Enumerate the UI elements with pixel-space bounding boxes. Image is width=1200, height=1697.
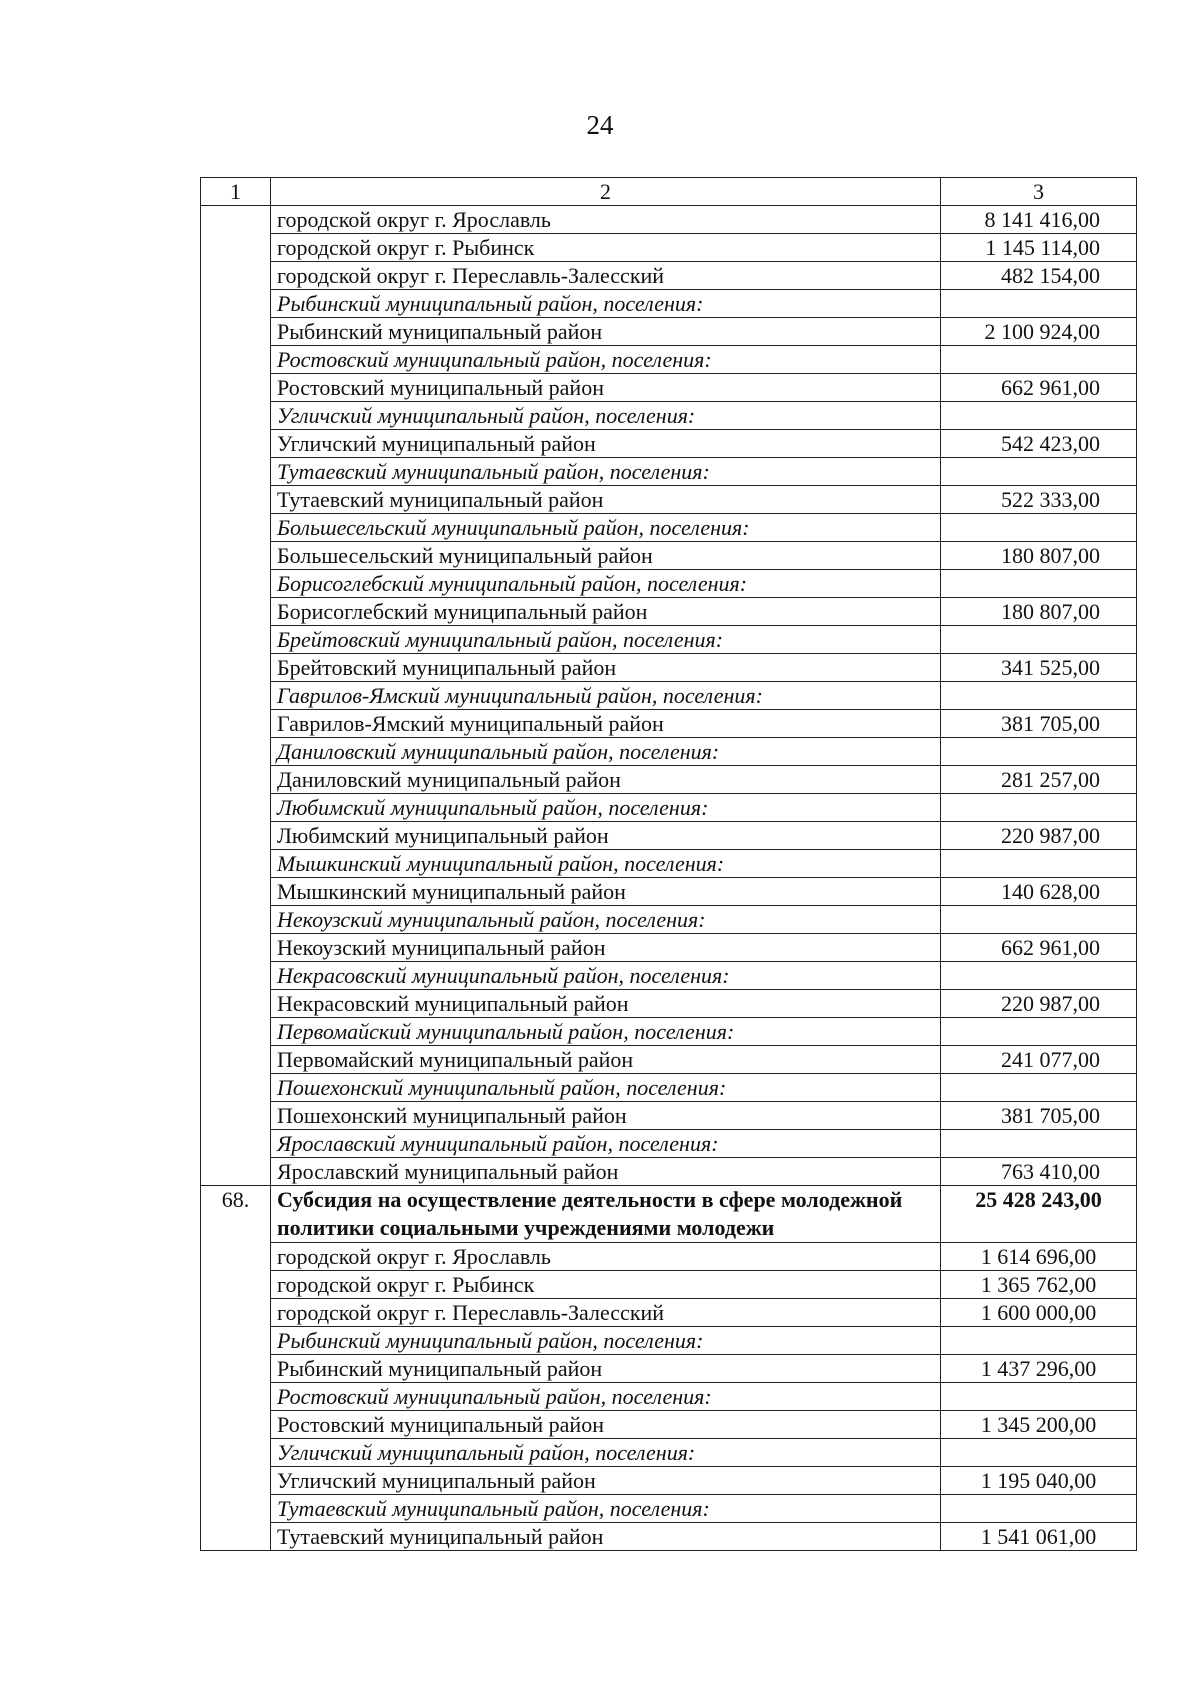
subheader-row (201, 346, 1137, 374)
recipient-name-cell: Мышкинский муниципальный район (271, 878, 941, 906)
row-number-cell (201, 1243, 271, 1271)
recipient-name-cell: Тутаевский муниципальный район (271, 486, 941, 514)
amount-cell (941, 346, 1137, 374)
recipient-name-cell: Угличский муниципальный район, поселения: (271, 1439, 941, 1467)
row-number-cell (201, 1271, 271, 1299)
recipient-name-cell: Ростовский муниципальный район (271, 1411, 941, 1439)
row-number-cell (201, 1046, 271, 1074)
subheader-row (201, 1074, 1137, 1102)
recipient-name-cell: Пошехонский муниципальный район, поселения: (271, 1074, 941, 1102)
table-body (201, 206, 1137, 1551)
recipient-name-cell: Некрасовский муниципальный район, поселения: (271, 962, 941, 990)
row-number-cell (201, 682, 271, 710)
amount-cell (941, 402, 1137, 430)
table-row (201, 206, 1137, 234)
page-number: 24 (586, 110, 614, 140)
table-row (201, 486, 1137, 514)
recipient-name-cell: Рыбинский муниципальный район, поселения: (271, 290, 941, 318)
table-row (201, 318, 1137, 346)
subheader-row (201, 794, 1137, 822)
amount-cell: 1 614 696,00 (941, 1243, 1137, 1271)
amount-cell (941, 794, 1137, 822)
amount-cell (941, 1439, 1137, 1467)
table-row (201, 262, 1137, 290)
row-number-cell (201, 1411, 271, 1439)
amount-cell: 241 077,00 (941, 1046, 1137, 1074)
subheader-row (201, 458, 1137, 486)
recipient-name-cell: Рыбинский муниципальный район (271, 1355, 941, 1383)
table-row (201, 1299, 1137, 1327)
amount-cell: 662 961,00 (941, 374, 1137, 402)
amount-cell (941, 290, 1137, 318)
amount-cell: 1 437 296,00 (941, 1355, 1137, 1383)
row-number-cell (201, 990, 271, 1018)
amount-cell: 1 600 000,00 (941, 1299, 1137, 1327)
row-number-cell (201, 906, 271, 934)
amount-cell (941, 1383, 1137, 1411)
row-number-cell (201, 318, 271, 346)
amount-cell (941, 514, 1137, 542)
row-number-cell (201, 766, 271, 794)
row-number-cell (201, 794, 271, 822)
subheader-row (201, 1383, 1137, 1411)
row-number-cell (201, 710, 271, 738)
recipient-name-cell: Мышкинский муниципальный район, поселения: (271, 850, 941, 878)
amount-cell: 522 333,00 (941, 486, 1137, 514)
amount-cell: 220 987,00 (941, 822, 1137, 850)
table-row (201, 990, 1137, 1018)
header-col-2: 2 (271, 178, 941, 206)
budget-table (200, 177, 1137, 1551)
amount-cell (941, 570, 1137, 598)
recipient-name-cell: Брейтовский муниципальный район, поселения: (271, 626, 941, 654)
amount-cell: 381 705,00 (941, 710, 1137, 738)
recipient-name-cell: Некоузский муниципальный район, поселения: (271, 906, 941, 934)
section-title-row (201, 1186, 1137, 1243)
amount-cell: 1 145 114,00 (941, 234, 1137, 262)
subheader-row (201, 738, 1137, 766)
row-number-cell (201, 1355, 271, 1383)
amount-cell (941, 458, 1137, 486)
row-number-cell (201, 514, 271, 542)
row-number-cell (201, 234, 271, 262)
row-number-cell (201, 262, 271, 290)
subheader-row (201, 1130, 1137, 1158)
subheader-row (201, 906, 1137, 934)
amount-cell (941, 1327, 1137, 1355)
table-row (201, 1271, 1137, 1299)
subheader-row (201, 1495, 1137, 1523)
row-number-cell (201, 346, 271, 374)
amount-cell: 542 423,00 (941, 430, 1137, 458)
subheader-row (201, 850, 1137, 878)
recipient-name-cell: Большесельский муниципальный район (271, 542, 941, 570)
row-number-cell (201, 934, 271, 962)
row-number-cell (201, 1383, 271, 1411)
row-number-cell (201, 1102, 271, 1130)
table-row (201, 1158, 1137, 1186)
recipient-name-cell: городской округ г. Рыбинск (271, 1271, 941, 1299)
table-row (201, 1411, 1137, 1439)
table-row (201, 1467, 1137, 1495)
row-number-cell (201, 738, 271, 766)
amount-cell: 2 100 924,00 (941, 318, 1137, 346)
row-number-cell (201, 654, 271, 682)
recipient-name-cell: Тутаевский муниципальный район, поселения: (271, 1495, 941, 1523)
recipient-name-cell: Первомайский муниципальный район (271, 1046, 941, 1074)
amount-cell: 1 345 200,00 (941, 1411, 1137, 1439)
row-number-cell (201, 1018, 271, 1046)
amount-cell (941, 1495, 1137, 1523)
table-row (201, 374, 1137, 402)
subheader-row (201, 962, 1137, 990)
table-row (201, 1355, 1137, 1383)
subheader-row (201, 682, 1137, 710)
row-number-cell (201, 1299, 271, 1327)
recipient-name-cell: городской округ г. Переславль-Залесский (271, 1299, 941, 1327)
row-number-cell (201, 962, 271, 990)
row-number-cell (201, 458, 271, 486)
budget-table-container (200, 177, 1137, 1551)
amount-cell: 1 541 061,00 (941, 1523, 1137, 1551)
table-row (201, 1523, 1137, 1551)
recipient-name-cell: Первомайский муниципальный район, поселения: (271, 1018, 941, 1046)
subheader-row (201, 1327, 1137, 1355)
recipient-name-cell: Брейтовский муниципальный район (271, 654, 941, 682)
table-row (201, 822, 1137, 850)
recipient-name-cell: Ростовский муниципальный район, поселения: (271, 346, 941, 374)
row-number-cell (201, 1074, 271, 1102)
recipient-name-cell: Рыбинский муниципальный район, поселения: (271, 1327, 941, 1355)
amount-cell (941, 738, 1137, 766)
amount-cell (941, 1130, 1137, 1158)
table-row (201, 542, 1137, 570)
amount-cell: 763 410,00 (941, 1158, 1137, 1186)
row-number-cell (201, 374, 271, 402)
amount-cell (941, 626, 1137, 654)
table-row (201, 710, 1137, 738)
row-number-cell (201, 1467, 271, 1495)
recipient-name-cell: Угличский муниципальный район (271, 430, 941, 458)
amount-cell (941, 962, 1137, 990)
recipient-name-cell: Борисоглебский муниципальный район (271, 598, 941, 626)
table-row (201, 766, 1137, 794)
table-row (201, 430, 1137, 458)
table-row (201, 234, 1137, 262)
recipient-name-cell: Рыбинский муниципальный район (271, 318, 941, 346)
recipient-name-cell: Тутаевский муниципальный район, поселения: (271, 458, 941, 486)
recipient-name-cell: Пошехонский муниципальный район (271, 1102, 941, 1130)
row-number-cell (201, 1495, 271, 1523)
row-number-cell (201, 878, 271, 906)
subheader-row (201, 570, 1137, 598)
recipient-name-cell: городской округ г. Ярославль (271, 1243, 941, 1271)
row-number-cell (201, 570, 271, 598)
amount-cell: 140 628,00 (941, 878, 1137, 906)
recipient-name-cell: Тутаевский муниципальный район (271, 1523, 941, 1551)
amount-cell (941, 682, 1137, 710)
table-row (201, 598, 1137, 626)
subheader-row (201, 1018, 1137, 1046)
subheader-row (201, 514, 1137, 542)
subheader-row (201, 402, 1137, 430)
row-number-cell (201, 1158, 271, 1186)
row-number-cell (201, 542, 271, 570)
row-number-cell (201, 1439, 271, 1467)
amount-cell: 482 154,00 (941, 262, 1137, 290)
amount-cell: 381 705,00 (941, 1102, 1137, 1130)
header-col-1: 1 (201, 178, 271, 206)
row-number-cell (201, 850, 271, 878)
amount-cell: 1 365 762,00 (941, 1271, 1137, 1299)
recipient-name-cell: Ростовский муниципальный район (271, 374, 941, 402)
section-total: 25 428 243,00 (941, 1186, 1137, 1243)
recipient-name-cell: Гаврилов-Ямский муниципальный район (271, 710, 941, 738)
recipient-name-cell: Гаврилов-Ямский муниципальный район, поселения: (271, 682, 941, 710)
recipient-name-cell: Любимский муниципальный район, поселения: (271, 794, 941, 822)
amount-cell: 220 987,00 (941, 990, 1137, 1018)
amount-cell: 662 961,00 (941, 934, 1137, 962)
subheader-row (201, 290, 1137, 318)
recipient-name-cell: городской округ г. Переславль-Залесский (271, 262, 941, 290)
amount-cell (941, 850, 1137, 878)
table-row (201, 878, 1137, 906)
recipient-name-cell: Любимский муниципальный район (271, 822, 941, 850)
row-number-cell (201, 1327, 271, 1355)
subheader-row (201, 1439, 1137, 1467)
recipient-name-cell: Большесельский муниципальный район, поселения: (271, 514, 941, 542)
subheader-row (201, 626, 1137, 654)
table-row (201, 1102, 1137, 1130)
header-col-3: 3 (941, 178, 1137, 206)
recipient-name-cell: Ярославский муниципальный район (271, 1158, 941, 1186)
recipient-name-cell: городской округ г. Ярославль (271, 206, 941, 234)
recipient-name-cell: Даниловский муниципальный район, поселения: (271, 738, 941, 766)
section-title: Субсидия на осуществление деятельности в сфере молодежной политики социальными учреждениями молодежи (271, 1186, 941, 1243)
recipient-name-cell: Ростовский муниципальный район, поселения: (271, 1383, 941, 1411)
amount-cell: 281 257,00 (941, 766, 1137, 794)
recipient-name-cell: Угличский муниципальный район, поселения: (271, 402, 941, 430)
recipient-name-cell: Даниловский муниципальный район (271, 766, 941, 794)
recipient-name-cell: городской округ г. Рыбинск (271, 234, 941, 262)
amount-cell: 1 195 040,00 (941, 1467, 1137, 1495)
recipient-name-cell: Ярославский муниципальный район, поселения: (271, 1130, 941, 1158)
row-number-cell (201, 822, 271, 850)
amount-cell (941, 1018, 1137, 1046)
amount-cell: 8 141 416,00 (941, 206, 1137, 234)
amount-cell (941, 906, 1137, 934)
table-row (201, 1046, 1137, 1074)
amount-cell: 180 807,00 (941, 542, 1137, 570)
row-number-cell (201, 206, 271, 234)
section-number: 68. (201, 1186, 271, 1243)
row-number-cell (201, 1130, 271, 1158)
table-row (201, 654, 1137, 682)
recipient-name-cell: Угличский муниципальный район (271, 1467, 941, 1495)
amount-cell (941, 1074, 1137, 1102)
recipient-name-cell: Борисоглебский муниципальный район, поселения: (271, 570, 941, 598)
row-number-cell (201, 430, 271, 458)
table-row (201, 934, 1137, 962)
amount-cell: 341 525,00 (941, 654, 1137, 682)
row-number-cell (201, 290, 271, 318)
table-row (201, 1243, 1137, 1271)
row-number-cell (201, 598, 271, 626)
header-row (201, 178, 1137, 206)
row-number-cell (201, 1523, 271, 1551)
recipient-name-cell: Некоузский муниципальный район (271, 934, 941, 962)
amount-cell: 180 807,00 (941, 598, 1137, 626)
row-number-cell (201, 486, 271, 514)
recipient-name-cell: Некрасовский муниципальный район (271, 990, 941, 1018)
row-number-cell (201, 626, 271, 654)
row-number-cell (201, 402, 271, 430)
